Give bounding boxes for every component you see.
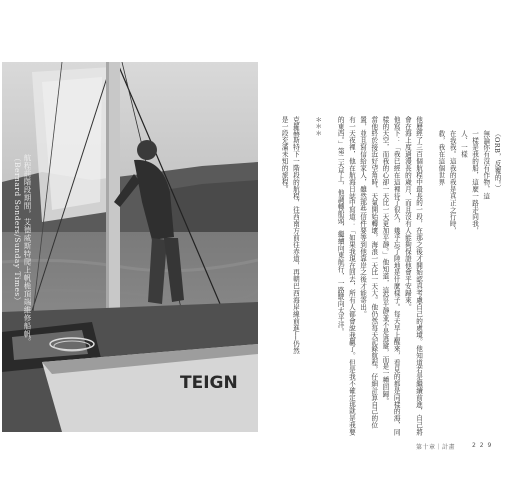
paragraph: 當他終於接近好望角時，天氣開始轉壞，海浪一天比一天大。他仍然每天記錄航程，仔細計算自己的位置，並且寫信給家人，雖然那些信件要等到他靠岸之後才能寄出。 <box>358 116 378 429</box>
section-line: 是一段充滿未知的旅程。 <box>280 116 289 193</box>
poem-line: 救，我在這個世界 <box>436 130 445 186</box>
photo-credit: （Bernard Sonders/Sunday Times） <box>13 154 22 305</box>
body-text <box>270 116 502 436</box>
running-footer-chapter: 第十章｜計畫 <box>416 444 456 451</box>
poem-block <box>435 130 502 436</box>
poem-line: 在我我。這我的我是真正之行時， <box>448 130 457 235</box>
sailing-photo <box>2 62 258 432</box>
section-line: 克羅赫斯特下一階段的航程，往西南方前往赤道，再朝巴西海岸線前進──仍然 <box>291 116 300 354</box>
poem-line: （ORB，反覆的。） <box>493 130 501 192</box>
paragraph: 他寫下：「我已經在這裡待了很久，幾乎忘了陸地是什麼樣子。每天早上醒來，看見的都是同樣的海，同樣的天空，而我的心卻一天比一天更加平靜。」他知道，這份平靜並不是逃避，而是一種回歸。 <box>380 116 401 436</box>
photo-caption <box>12 154 32 346</box>
page-number: 2 2 9 <box>472 442 493 449</box>
section-break: ＊＊＊ <box>313 116 322 137</box>
boat-name-label: TEIGN <box>180 373 238 393</box>
paragraph: 他歷經了三百個航程中最長的一段，在那之後才開始認真考慮自己的處境。他知道若是繼續前進，自己將會在海上度過漫長的歲月，而且沒有人能夠保證他會平安歸來。 <box>403 116 423 436</box>
poem-line: 無論你有沒有作物，這 <box>481 130 490 200</box>
photo-caption-line: 航程前階段期間，艾德威斯特爬上帆桅頂端維修船帆。 <box>23 154 32 346</box>
photo-drawing <box>2 62 258 432</box>
poem-line: 一樣是我的船，這麼一路走向我， <box>470 130 479 235</box>
paragraph: 有一天夜裡，他在航海日誌中寫道：「如果我現在回去，所有人都會說我贏了。但是我不確定那就是我要的東西。」第二天早上，他調轉船頭，繼續向東航行，一路駛向太平洋。 <box>336 116 356 436</box>
poem-line: 人、一樣 <box>459 130 468 158</box>
